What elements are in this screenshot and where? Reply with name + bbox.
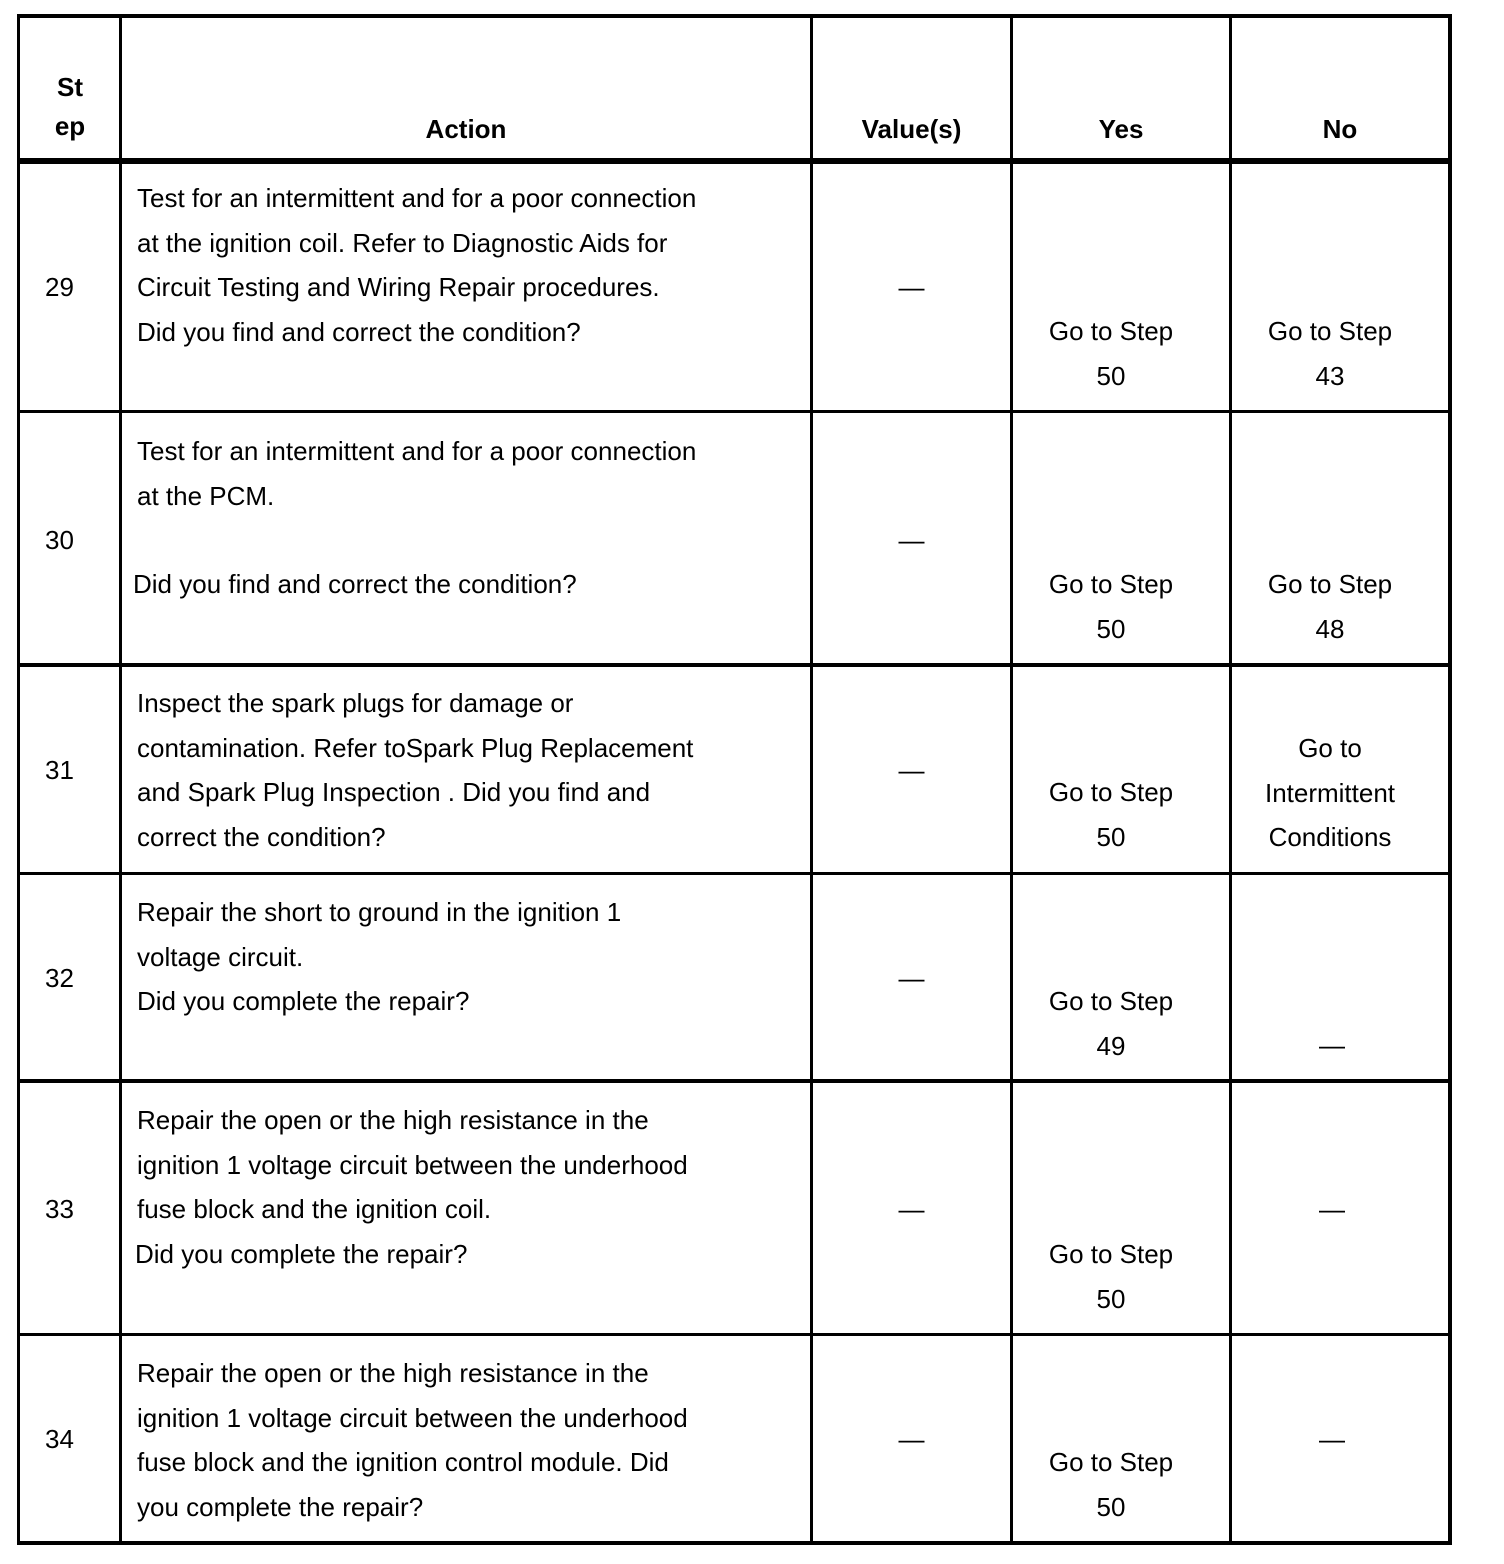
yes-cell: Go to Step 50	[1048, 1447, 1174, 1522]
header-values: Value(s)	[861, 114, 962, 144]
value-cell: —	[898, 963, 925, 993]
header-step-line: ep	[54, 111, 86, 141]
header-action: Action	[425, 114, 507, 144]
no-cell: —	[1319, 1424, 1345, 1454]
value-cell: —	[898, 1424, 925, 1454]
action-text: Test for an intermittent and for a poor connection at the PCM. Did you find and correct the condition?	[133, 436, 697, 599]
value-cell: —	[898, 755, 925, 785]
header-no: No	[1322, 114, 1358, 144]
action-text: Inspect the spark plugs for damage or contamination. Refer toSpark Plug Replacement and Spark Plug Inspection . Did you find and correct the condition?	[137, 688, 694, 852]
step-number: 33	[45, 1194, 74, 1224]
no-cell: —	[1319, 1030, 1345, 1060]
action-text: Repair the short to ground in the ignition 1 voltage circuit. Did you complete the repair?	[137, 897, 622, 1016]
header-step-line: St	[57, 72, 83, 102]
no-cell: Go to Step 43	[1267, 316, 1393, 391]
yes-cell: Go to Step 50	[1048, 777, 1174, 852]
header-step	[20, 68, 120, 146]
no-cell: Go to Intermittent Conditions	[1264, 733, 1396, 852]
value-cell: —	[898, 272, 925, 302]
value-cell: —	[898, 525, 925, 555]
header-yes: Yes	[1098, 114, 1144, 144]
step-number: 32	[45, 963, 74, 993]
step-number: 34	[45, 1424, 74, 1454]
yes-cell: Go to Step 50	[1048, 569, 1174, 644]
step-number: 29	[45, 272, 74, 302]
value-cell: —	[898, 1194, 925, 1224]
action-text: Repair the open or the high resistance in the ignition 1 voltage circuit between the underhood fuse block and the ignition coil. Did you complete the repair?	[135, 1105, 688, 1269]
action-text: Repair the open or the high resistance in the ignition 1 voltage circuit between the underhood fuse block and the ignition control module. Did you complete the repair?	[137, 1358, 688, 1522]
step-number: 30	[45, 525, 74, 555]
no-cell: —	[1319, 1194, 1345, 1224]
no-cell: Go to Step 48	[1267, 569, 1393, 644]
step-number: 31	[45, 755, 74, 785]
yes-cell: Go to Step 50	[1048, 1239, 1174, 1314]
action-text: Test for an intermittent and for a poor connection at the ignition coil. Refer to Diagnostic Aids for Circuit Testing and Wiring Repair procedures. Did you find and correct the condition?	[137, 183, 697, 347]
yes-cell: Go to Step 50	[1048, 316, 1174, 391]
yes-cell: Go to Step 49	[1048, 986, 1174, 1061]
